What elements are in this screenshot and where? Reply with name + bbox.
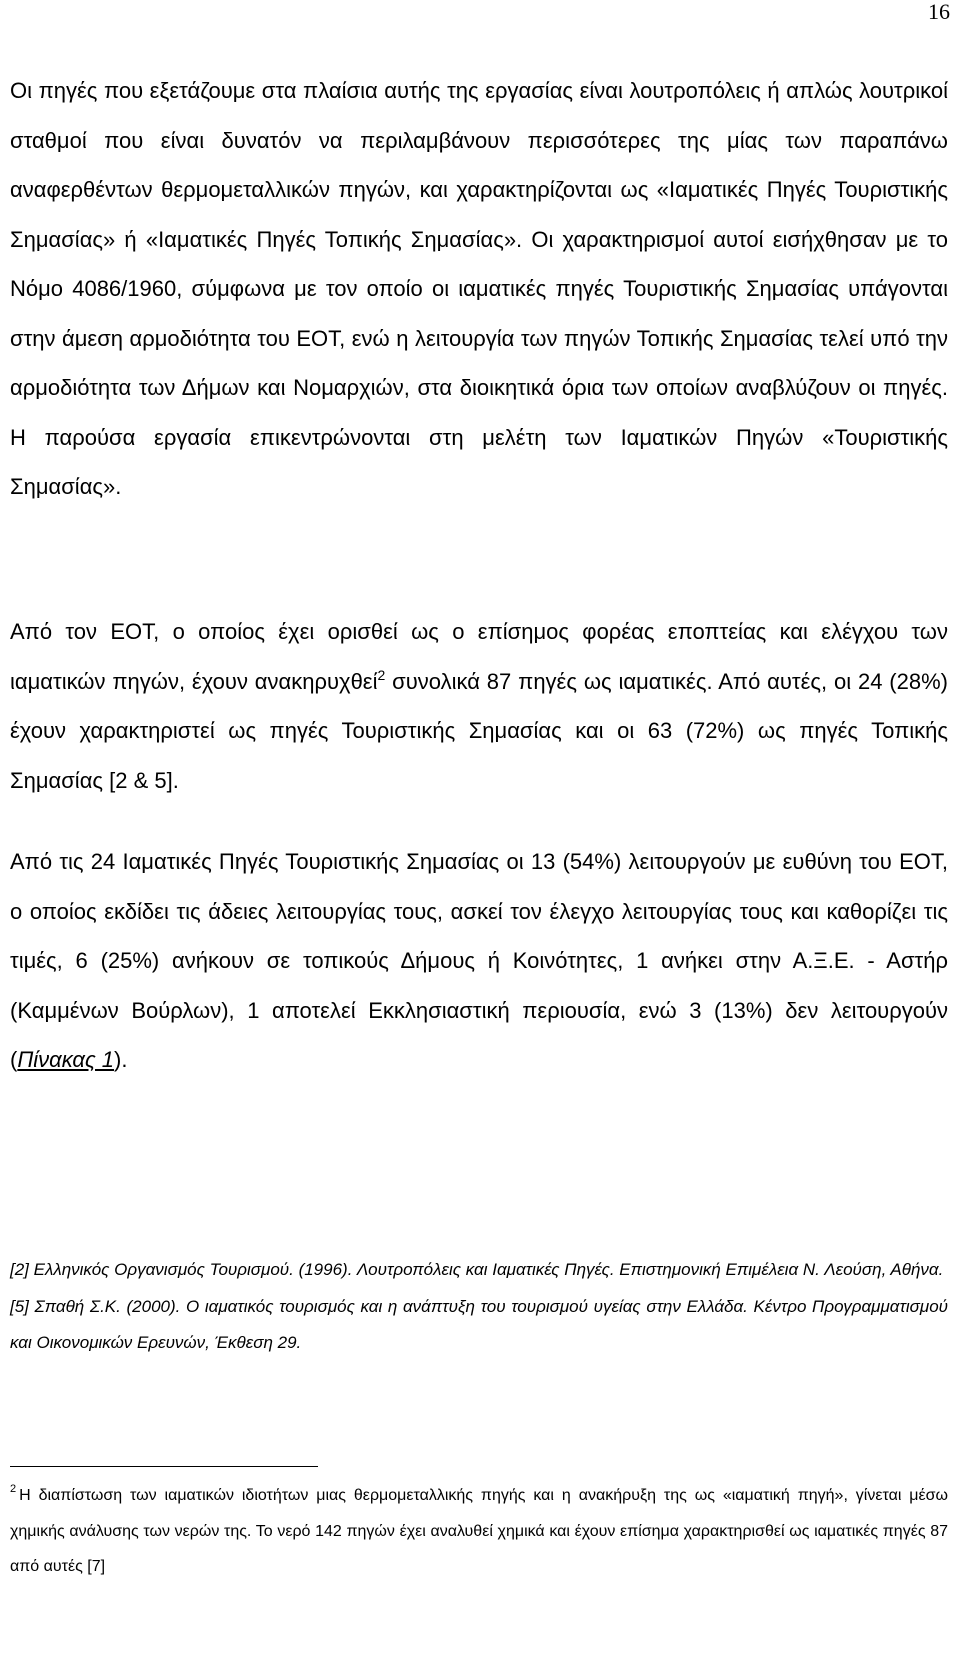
table-1-link[interactable]: Πίνακας 1 [17,1047,115,1072]
paragraph-eot-count-text-b: συνολικά 87 πηγές ως ιαματικές. Από αυτές, οι 24 (28%) έχουν χαρακτηριστεί ως πηγές Τουριστικής Σημασίας και οι 63 (72%) ως πηγές Τοπικής Σημασίας [2 & 5]. [10,668,948,793]
page-number: 16 [928,0,950,24]
footnote-text: Η διαπίστωση των ιαματικών ιδιοτήτων μιας θερμομεταλλικής πηγής και η ανακήρυξη της ως «ιαματική πηγή», γίνεται μέσω χημικής ανάλυσης των νερών της. Το νερό 142 πηγών έχει αναλυθεί χημικά και έχουν επίσημα χαρακτηρισθεί ως ιαματικές πηγές 87 από αυτές [7] [10,1487,948,1575]
paragraph-tourist-springs-text-a: Από τις 24 Ιαματικές Πηγές Τουριστικής Σημασίας οι 13 (54%) λειτουργούν με ευθύνη του ΕΟΤ, ο οποίος εκδίδει τις άδειες λειτουργίας τους, ασκεί τον έλεγχο λειτουργίας τους και καθορίζει τις τιμές, 6 (25%) ανήκουν σε τοπικούς Δήμους ή Κοινότητες, 1 ανήκει στην Α.Ξ.Ε. - Αστήρ (Καμμένων Βούρλων), 1 αποτελεί Εκκλησιαστική περιουσία, ενώ 3 (13%) δεν λειτουργούν ( [10,849,948,1072]
paragraph-tourist-springs-text-b: ). [114,1047,128,1072]
footnote-separator [10,1466,318,1467]
reference-tag: [2] [10,1260,29,1279]
reference-item [10,1252,948,1289]
reference-item [10,1289,948,1362]
footnote [10,1478,948,1585]
paragraph-intro: Οι πηγές που εξετάζουμε στα πλαίσια αυτής της εργασίας είναι λουτροπόλεις ή απλώς λουτρικοί σταθμοί που είναι δυνατόν να περιλαμβάνουν περισσότερες της μίας των παραπάνω αναφερθέντων θερμομεταλλικών πηγών, και χαρακτηρίζονται ως «Ιαματικές Πηγές Τουριστικής Σημασίας» ή «Ιαματικές Πηγές Τοπικής Σημασίας». Οι χαρακτηρισμοί αυτοί εισήχθησαν με το Νόμο 4086/1960, σύμφωνα με τον οποίο οι ιαματικές πηγές Τουριστικής Σημασίας υπάγονται στην άμεση αρμοδιότητα του ΕΟΤ, ενώ η λειτουργία των πηγών Τοπικής Σημασίας τελεί υπό την αρμοδιότητα των Δήμων και Νομαρχιών, στα διοικητικά όρια των οποίων αναβλύζουν οι πηγές. Η παρούσα εργασία επικεντρώνονται στη μελέτη των Ιαματικών Πηγών «Τουριστικής Σημασίας». [10,78,948,499]
paragraph-eot-count-text-a: Από τον ΕΟΤ, ο οποίος έχει ορισθεί ως ο επίσημος φορέας εποπτείας και ελέγχου των ιαματικών πηγών, έχουν ανακηρυχθεί [10,619,948,694]
reference-tag: [5] [10,1296,29,1316]
reference-text: Σπαθή Σ.Κ. (2000). Ο ιαματικός τουρισμός και η ανάπτυξη του τουρισμού υγείας στην Ελλάδα. Κέντρο Προγραμματισμού και Οικονομικών Ερευνών, Έκθεση 29. [10,1296,948,1352]
paragraph-tourist-springs [10,837,948,1085]
reference-text: Ελληνικός Οργανισμός Τουρισμού. (1996). Λουτροπόλεις και Ιαματικές Πηγές. Επιστημονική Επιμέλεια Ν. Λεούση, Αθήνα. [28,1260,944,1279]
paragraph-eot-count [10,607,948,805]
footnote-reference-2[interactable]: 2 [377,666,386,683]
reference-list [10,1252,948,1362]
footnote-marker: 2 [10,1483,17,1495]
